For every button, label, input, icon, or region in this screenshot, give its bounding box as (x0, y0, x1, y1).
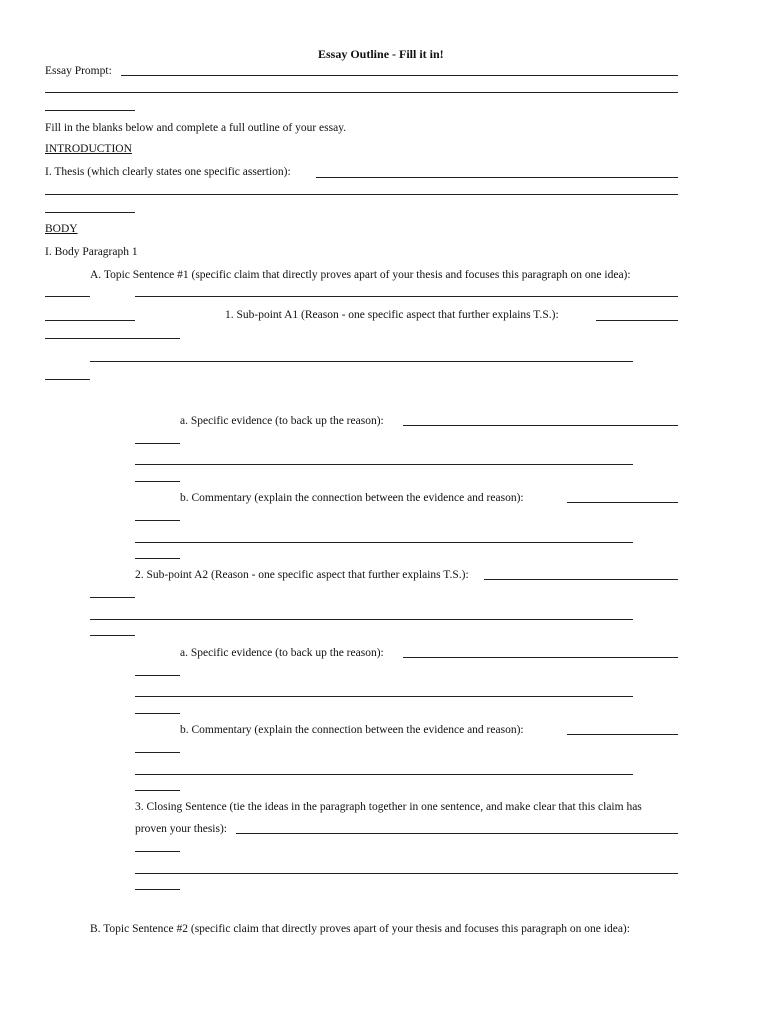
body-paragraph-1-label: I. Body Paragraph 1 (45, 246, 138, 258)
closing-sentence-line-4[interactable] (135, 889, 180, 890)
topic-sentence-1-line-c[interactable] (45, 320, 135, 321)
commentary-1-line-3[interactable] (135, 542, 633, 543)
evidence-1-line-1[interactable] (403, 425, 678, 426)
instructions-text: Fill in the blanks below and complete a full outline of your essay. (45, 122, 347, 134)
closing-sentence-label-2: proven your thesis): (135, 823, 227, 835)
topic-sentence-2-label: B. Topic Sentence #2 (specific claim that directly proves apart of your thesis and focuses this paragraph on one idea): (90, 923, 630, 935)
evidence-1-line-4[interactable] (135, 481, 180, 482)
subpoint-a1-label: 1. Sub-point A1 (Reason - one specific aspect that further explains T.S.): (225, 309, 559, 321)
evidence-2-line-4[interactable] (135, 713, 180, 714)
commentary-1-line-1[interactable] (567, 502, 678, 503)
subpoint-a2-line-3[interactable] (90, 619, 633, 620)
evidence-2-line-2[interactable] (135, 675, 180, 676)
commentary-2-label: b. Commentary (explain the connection between the evidence and reason): (180, 724, 524, 736)
evidence-2-line-3[interactable] (135, 696, 633, 697)
essay-prompt-line-3[interactable] (45, 110, 135, 111)
subpoint-a2-line-2[interactable] (90, 597, 135, 598)
topic-sentence-1-line-b[interactable] (135, 296, 678, 297)
essay-prompt-line-1[interactable] (121, 75, 678, 76)
thesis-line-3[interactable] (45, 212, 135, 213)
evidence-2-label: a. Specific evidence (to back up the reason): (180, 647, 384, 659)
evidence-2-line-1[interactable] (403, 657, 678, 658)
commentary-1-line-4[interactable] (135, 558, 180, 559)
essay-prompt-label: Essay Prompt: (45, 65, 112, 77)
commentary-2-line-4[interactable] (135, 790, 180, 791)
closing-sentence-label-1: 3. Closing Sentence (tie the ideas in the paragraph together in one sentence, and make clear that this claim has (135, 801, 642, 813)
evidence-1-label: a. Specific evidence (to back up the reason): (180, 415, 384, 427)
thesis-line-1[interactable] (316, 177, 678, 178)
closing-sentence-line-1[interactable] (236, 833, 678, 834)
topic-sentence-1-line-a[interactable] (45, 296, 90, 297)
subpoint-a2-line-4[interactable] (90, 635, 135, 636)
commentary-2-line-3[interactable] (135, 774, 633, 775)
subpoint-a2-line-1[interactable] (484, 579, 678, 580)
topic-sentence-1-label: A. Topic Sentence #1 (specific claim that directly proves apart of your thesis and focuses this paragraph on one idea): (90, 269, 631, 281)
subpoint-a2-label: 2. Sub-point A2 (Reason - one specific aspect that further explains T.S.): (135, 569, 469, 581)
thesis-line-2[interactable] (45, 194, 678, 195)
closing-sentence-line-2[interactable] (135, 851, 180, 852)
subpoint-a1-line-2[interactable] (45, 338, 180, 339)
subpoint-a1-line-1[interactable] (596, 320, 678, 321)
evidence-1-line-3[interactable] (135, 464, 633, 465)
commentary-1-label: b. Commentary (explain the connection between the evidence and reason): (180, 492, 524, 504)
commentary-1-line-2[interactable] (135, 520, 180, 521)
page-title: Essay Outline - Fill it in! (318, 47, 444, 61)
closing-sentence-line-3[interactable] (135, 873, 678, 874)
thesis-label: I. Thesis (which clearly states one specific assertion): (45, 166, 291, 178)
body-heading: BODY (45, 223, 78, 235)
introduction-heading: INTRODUCTION (45, 143, 132, 155)
essay-prompt-line-2[interactable] (45, 92, 678, 93)
commentary-2-line-2[interactable] (135, 752, 180, 753)
subpoint-a1-line-4[interactable] (45, 379, 90, 380)
subpoint-a1-line-3[interactable] (90, 361, 633, 362)
commentary-2-line-1[interactable] (567, 734, 678, 735)
evidence-1-line-2[interactable] (135, 443, 180, 444)
